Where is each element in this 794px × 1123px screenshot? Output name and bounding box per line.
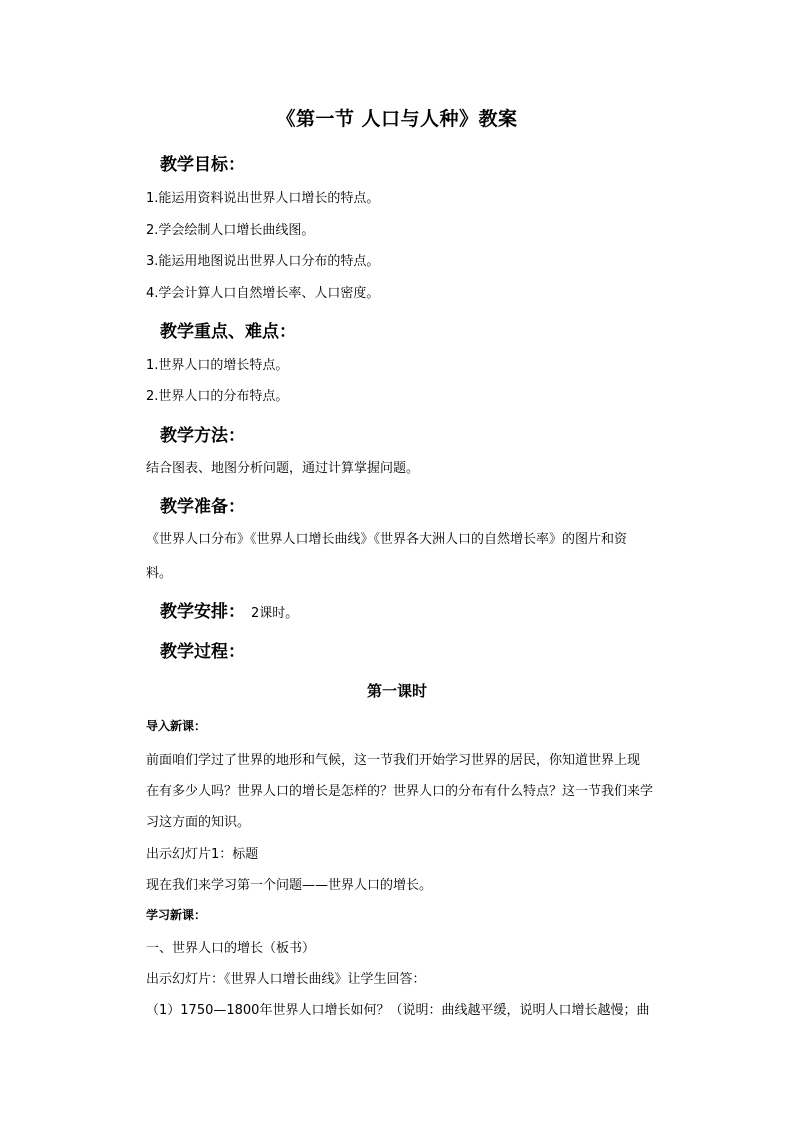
transition-line: 现在我们来学习第一个问题——世界人口的增长。 xyxy=(146,878,433,893)
objectives-heading: 教学目标： xyxy=(160,155,245,175)
objective-item-4: 4.学会计算人口自然增长率、人口密度。 xyxy=(146,286,380,301)
section1-line: 一、世界人口的增长（板书） xyxy=(146,941,316,956)
objective-item-2: 2.学会绘制人口增长曲线图。 xyxy=(146,223,315,238)
slide1-line: 出示幻灯片1：标题 xyxy=(146,847,259,862)
process-heading: 教学过程： xyxy=(160,642,245,662)
methods-text: 结合图表、地图分析问题，通过计算掌握问题。 xyxy=(146,461,420,476)
preparation-text-line2: 料。 xyxy=(146,566,173,581)
arrangement-heading: 教学安排： xyxy=(160,602,245,622)
intro-line-3: 习这方面的知识。 xyxy=(146,815,251,830)
arrangement-row xyxy=(160,597,298,622)
preparation-text-line1: 《世界人口分布》《世界人口增长曲线》《世界各大洲人口的自然增长率》的图片和资 xyxy=(146,532,628,547)
methods-heading: 教学方法： xyxy=(160,426,245,446)
objective-item-1: 1.能运用资料说出世界人口增长的特点。 xyxy=(146,191,380,206)
objective-item-3: 3.能运用地图说出世界人口分布的特点。 xyxy=(146,254,380,269)
question1-line: （1）1750—1800年世界人口增长如何？（说明：曲线越平缓，说明人口增长越慢；曲 xyxy=(146,1003,650,1018)
slide2-line: 出示幻灯片：《世界人口增长曲线》让学生回答： xyxy=(146,972,426,987)
arrangement-value: 2课时。 xyxy=(251,606,299,621)
intro-label: 导入新课： xyxy=(146,719,207,733)
key-point-item-1: 1.世界人口的增长特点。 xyxy=(146,358,289,373)
intro-line-1: 前面咱们学过了世界的地形和气候，这一节我们开始学习世界的居民，你知道世界上现 xyxy=(146,753,641,768)
key-points-heading: 教学重点、难点： xyxy=(160,322,296,342)
key-point-item-2: 2.世界人口的分布特点。 xyxy=(146,389,289,404)
preparation-heading: 教学准备： xyxy=(160,497,245,517)
lesson1-heading: 第一课时 xyxy=(366,682,427,700)
intro-line-2: 在有多少人吗？世界人口的增长是怎样的？世界人口的分布有什么特点？这一节我们来学 xyxy=(146,784,654,799)
document-title: 《第一节 人口与人种》教案 xyxy=(276,108,518,130)
new-lesson-label: 学习新课： xyxy=(146,908,207,922)
